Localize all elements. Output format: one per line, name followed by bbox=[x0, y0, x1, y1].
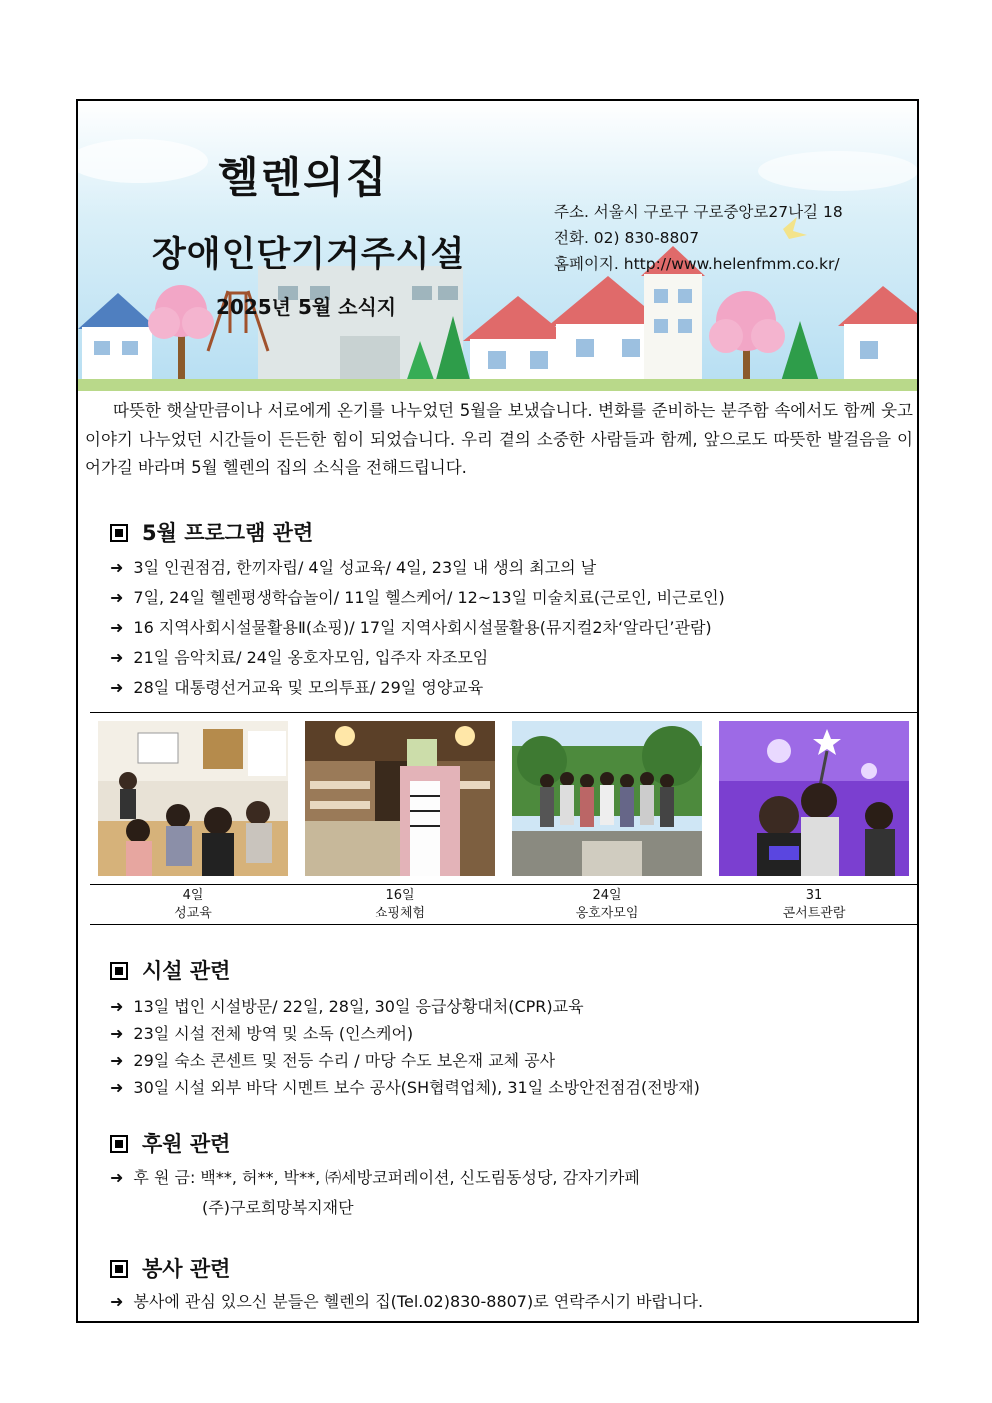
list-item: ➜ 23일 시설 전체 방역 및 소독 (인스케어) bbox=[110, 1024, 414, 1043]
address: 주소. 서울시 구로구 구로중앙로27나길 18 bbox=[554, 203, 843, 221]
arrow-icon: ➜ bbox=[110, 648, 124, 667]
square-bullet-icon bbox=[110, 962, 128, 980]
intro-text: 따뜻한 햇살만큼이나 서로에게 온기를 나누었던 5월을 보냈습니다. 변화를 준비하는 분주함 속에서도 함께 웃고 이야기 나누었던 시간들이 든든한 힘이 되었습니다. 우리 곁의 소중한 사람들과 함께, 앞으로도 따뜻한 발걸음을 이어가길 바라며 5월 헬렌의 집의 소식을 전해드립니다. bbox=[85, 401, 913, 477]
list-item: ➜ 29일 숙소 콘센트 및 전등 수리 / 마당 수도 보온재 교체 공사 bbox=[110, 1051, 556, 1070]
volunteer-list bbox=[110, 1287, 703, 1317]
program-list bbox=[110, 553, 725, 703]
arrow-icon: ➜ bbox=[110, 1051, 124, 1070]
photo-advocate-meeting bbox=[512, 721, 702, 876]
list-item: ➜ 후 원 금: 백**, 허**, 박**, ㈜세방코퍼레이션, 신도림동성당, 감자기카페 bbox=[110, 1168, 640, 1187]
list-item: ➜ 봉사에 관심 있으신 분들은 헬렌의 집(Tel.02)830-8807)로 연락주시기 바랍니다. bbox=[110, 1292, 704, 1311]
photo-caption: 16일 쇼핑체험 bbox=[374, 888, 426, 921]
phone: 전화. 02) 830-8807 bbox=[554, 229, 700, 247]
arrow-icon: ➜ bbox=[110, 558, 124, 577]
arrow-icon: ➜ bbox=[110, 588, 124, 607]
org-name: 헬렌의집 bbox=[218, 153, 389, 202]
photo-shopping bbox=[305, 721, 495, 876]
newsletter-frame bbox=[76, 99, 919, 1323]
arrow-icon: ➜ bbox=[110, 618, 124, 637]
square-bullet-icon bbox=[110, 1135, 128, 1153]
arrow-icon: ➜ bbox=[110, 1292, 124, 1311]
divider bbox=[90, 924, 918, 925]
photo-sex-education bbox=[98, 721, 288, 876]
list-item: ➜ 21일 음악치료/ 24일 옹호자모임, 입주자 자조모임 bbox=[110, 648, 489, 667]
header-banner bbox=[78, 101, 917, 391]
arrow-icon: ➜ bbox=[110, 1024, 124, 1043]
divider bbox=[90, 712, 918, 713]
square-bullet-icon bbox=[110, 524, 128, 542]
issue-title: 2025년 5월 소식지 bbox=[216, 295, 397, 319]
sponsor-title-text: 후원 관련 bbox=[142, 1132, 231, 1156]
square-bullet-icon bbox=[110, 1260, 128, 1278]
contact-info bbox=[554, 199, 843, 277]
sponsor-list bbox=[110, 1163, 640, 1223]
arrow-icon: ➜ bbox=[110, 1078, 124, 1097]
arrow-icon: ➜ bbox=[110, 1168, 124, 1187]
arrow-icon: ➜ bbox=[110, 997, 124, 1016]
list-item-continuation: (주)구로희망복지재단 bbox=[202, 1198, 354, 1217]
list-item: ➜ 7일, 24일 헬렌평생학습놀이/ 11일 헬스케어/ 12~13일 미술치료(근로인, 비근로인) bbox=[110, 588, 725, 607]
list-item: ➜ 30일 시설 외부 바닥 시멘트 보수 공사(SH협력업체), 31일 소방안전점검(전방재) bbox=[110, 1078, 700, 1097]
list-item: ➜ 3일 인권점검, 한끼자립/ 4일 성교육/ 4일, 23일 내 생의 최고의 날 bbox=[110, 558, 597, 577]
volunteer-section-title bbox=[110, 1253, 230, 1283]
photo-caption: 31 콘서트관람 bbox=[782, 888, 846, 921]
photo-concert bbox=[719, 721, 909, 876]
list-item: ➜ 16 지역사회시설물활용Ⅱ(쇼핑)/ 17일 지역사회시설물활용(뮤지컬2차‘알라딘’관람) bbox=[110, 618, 712, 637]
divider bbox=[90, 884, 918, 885]
volunteer-title-text: 봉사 관련 bbox=[142, 1257, 231, 1281]
program-section-title bbox=[110, 517, 313, 547]
homepage-link[interactable]: 홈페이지. http://www.helenfmm.co.kr/ bbox=[554, 255, 840, 273]
sponsor-section-title bbox=[110, 1128, 230, 1158]
list-item: ➜ 13일 법인 시설방문/ 22일, 28일, 30일 응급상황대처(CPR)교육 bbox=[110, 997, 584, 1016]
facility-section-title bbox=[110, 955, 230, 985]
org-subtitle: 장애인단기거주시설 bbox=[152, 235, 466, 275]
program-title-text: 5월 프로그램 관련 bbox=[142, 521, 314, 545]
arrow-icon: ➜ bbox=[110, 678, 124, 697]
photo-strip bbox=[90, 712, 918, 924]
facility-list bbox=[110, 993, 700, 1101]
intro-paragraph bbox=[85, 397, 913, 483]
list-item: ➜ 28일 대통령선거교육 및 모의투표/ 29일 영양교육 bbox=[110, 678, 484, 697]
photo-caption: 4일 성교육 bbox=[174, 888, 212, 921]
facility-title-text: 시설 관련 bbox=[142, 959, 231, 983]
photo-caption: 24일 옹호자모임 bbox=[575, 888, 639, 921]
